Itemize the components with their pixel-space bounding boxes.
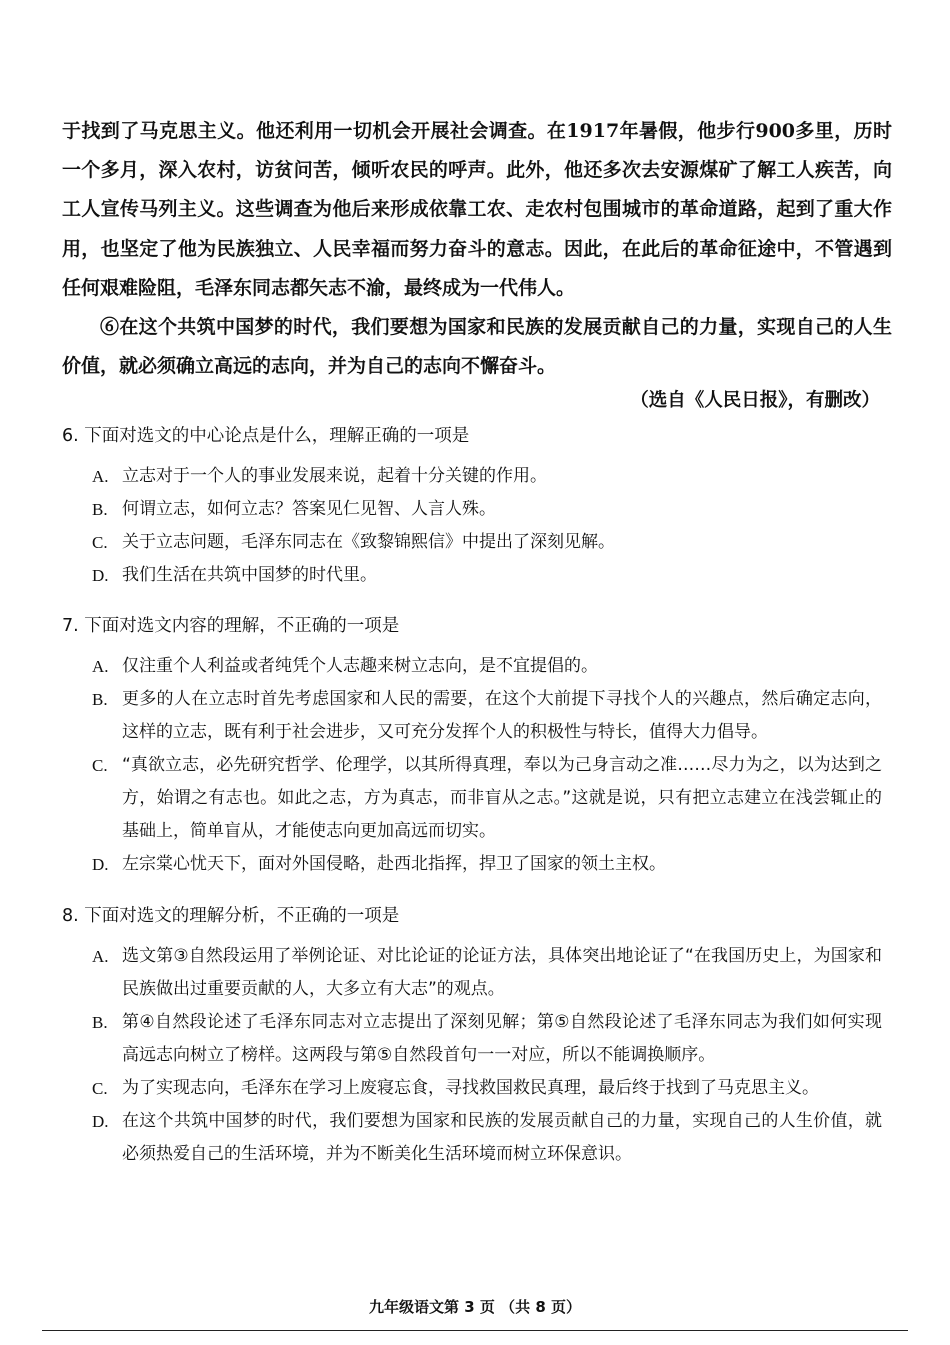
question-stem: 8. 下面对选文的理解分析，不正确的一项是	[62, 906, 400, 926]
option-a[interactable]	[92, 650, 882, 683]
option-text: 选文第③自然段运用了举例论证、对比论证的论证方法，具体突出地论证了“在我国历史上，为国家和民族做出过重要贡献的人，大多立有大志”的观点。	[122, 946, 882, 999]
question-stem: 6. 下面对选文的中心论点是什么，理解正确的一项是	[62, 426, 470, 446]
option-c[interactable]	[92, 749, 882, 848]
option-letter: D.	[92, 1112, 109, 1131]
question-stem: 7. 下面对选文内容的理解，不正确的一项是	[62, 616, 400, 636]
passage-source: （选自《人民日报》，有删改）	[630, 390, 880, 411]
option-letter: D.	[92, 855, 109, 874]
option-text: 左宗棠心忧天下，面对外国侵略，赴西北指挥，捍卫了国家的领土主权。	[122, 854, 666, 874]
page-footer: 九年级语文第 3 页 （共 8 页）	[369, 1298, 581, 1316]
option-d[interactable]	[92, 848, 882, 881]
option-d[interactable]	[92, 559, 882, 592]
question-7	[62, 614, 882, 881]
option-text: 第④自然段论述了毛泽东同志对立志提出了深刻见解；第⑤自然段论述了毛泽东同志为我们如何实现高远志向树立了榜样。这两段与第⑤自然段首句一一对应，所以不能调换顺序。	[122, 1012, 882, 1065]
option-b[interactable]	[92, 493, 882, 526]
option-text: 何谓立志，如何立志？答案见仁见智、人言人殊。	[122, 499, 496, 519]
footer-divider	[42, 1330, 908, 1331]
option-letter: A.	[92, 467, 109, 486]
option-b[interactable]	[92, 1006, 882, 1072]
option-d[interactable]	[92, 1105, 882, 1171]
option-text: 仅注重个人利益或者纯凭个人志趣来树立志向，是不宜提倡的。	[122, 656, 598, 676]
option-letter: A.	[92, 947, 109, 966]
option-letter: B.	[92, 500, 108, 519]
passage-paragraph-6: ⑥在这个共筑中国梦的时代，我们要想为国家和民族的发展贡献自己的力量，实现自己的人生价值，就必须确立高远的志向，并为自己的志向不懈奋斗。	[62, 316, 892, 378]
option-text: 更多的人在立志时首先考虑国家和人民的需要，在这个大前提下寻找个人的兴趣点，然后确定志向，这样的立志，既有利于社会进步，又可充分发挥个人的积极性与特长，值得大力倡导。	[122, 689, 882, 742]
option-c[interactable]	[92, 526, 882, 559]
option-letter: B.	[92, 1013, 108, 1032]
option-text: 在这个共筑中国梦的时代，我们要想为国家和民族的发展贡献自己的力量，实现自己的人生价值，就必须热爱自己的生活环境，并为不断美化生活环境而树立环保意识。	[122, 1111, 882, 1164]
option-text: 立志对于一个人的事业发展来说，起着十分关键的作用。	[122, 466, 547, 486]
passage-paragraph-tail: 于找到了马克思主义。他还利用一切机会开展社会调查。在1917年暑假，他步行900多里，历时一个多月，深入农村，访贫问苦，倾听农民的呼声。此外，他还多次去安源煤矿了解工人疾苦，向工人宣传马列主义。这些调查为他后来形成依靠工农、走农村包围城市的革命道路，起到了重大作用，也坚定了他为民族独立、人民幸福而努力奋斗的意志。因此，在此后的革命征途中，不管遇到任何艰难险阻，毛泽东同志都矢志不渝，最终成为一代伟人。	[62, 120, 892, 299]
option-letter: C.	[92, 1079, 108, 1098]
option-letter: C.	[92, 756, 108, 775]
option-a[interactable]	[92, 940, 882, 1006]
question-8	[62, 904, 882, 1171]
option-text: 我们生活在共筑中国梦的时代里。	[122, 565, 377, 585]
option-b[interactable]	[92, 683, 882, 749]
option-letter: D.	[92, 566, 109, 585]
option-letter: C.	[92, 533, 108, 552]
option-a[interactable]	[92, 460, 882, 493]
option-letter: A.	[92, 657, 109, 676]
option-text: 为了实现志向，毛泽东在学习上废寝忘食，寻找救国救民真理，最后终于找到了马克思主义。	[122, 1078, 819, 1098]
option-text: “真欲立志，必先研究哲学、伦理学，以其所得真理，奉以为己身言动之准……尽力为之，以为达到之方，始谓之有志也。如此之志，方为真志，而非盲从之志。”这就是说，只有把立志建立在浅尝辄止的基础上，简单盲从，才能使志向更加高远而切实。	[122, 755, 882, 841]
option-c[interactable]	[92, 1072, 882, 1105]
question-6	[62, 424, 882, 592]
option-text: 关于立志问题，毛泽东同志在《致黎锦熙信》中提出了深刻见解。	[122, 532, 615, 552]
option-letter: B.	[92, 690, 108, 709]
reading-passage	[62, 112, 892, 386]
